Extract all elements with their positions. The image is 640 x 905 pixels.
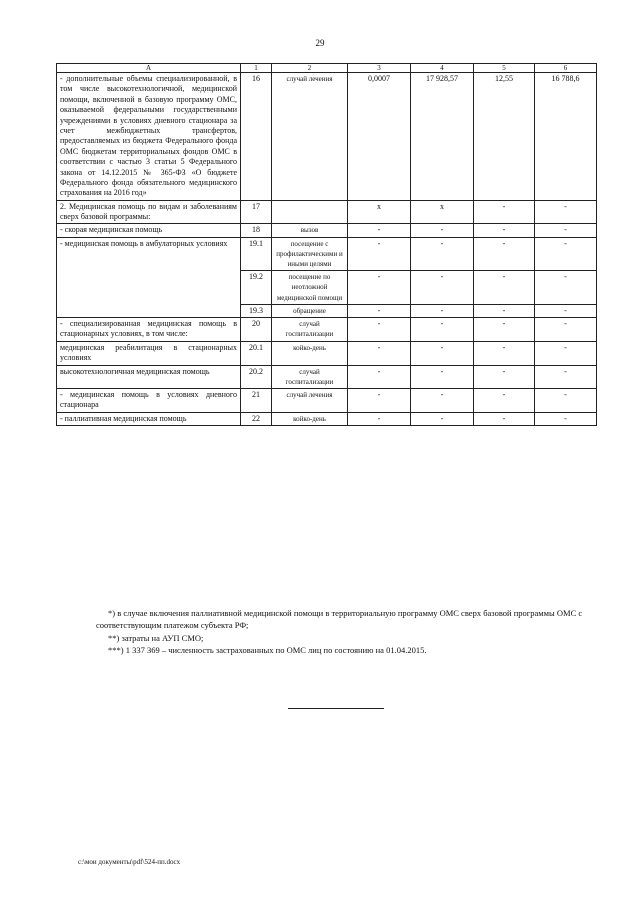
- row-value-6: 16 788,6: [535, 73, 597, 201]
- row-value-6: -: [535, 318, 597, 342]
- row-value-3: -: [348, 237, 411, 270]
- row-value-6: -: [535, 304, 597, 317]
- row-value-3: 0,0007: [348, 73, 411, 201]
- row-value-5: -: [474, 341, 535, 365]
- row-unit: случай госпитализации: [272, 318, 348, 342]
- row-value-6: -: [535, 365, 597, 388]
- table-row: [57, 237, 597, 270]
- header-cell-5: 5: [474, 64, 535, 73]
- row-value-3: -: [348, 318, 411, 342]
- header-cell-4: 4: [411, 64, 474, 73]
- row-description: высокотехнологичная медицинская помощь: [57, 365, 241, 388]
- row-value-4: -: [411, 365, 474, 388]
- row-value-5: -: [474, 237, 535, 270]
- row-description: 2. Медицинская помощь по видам и заболеваниям сверх базовой программы:: [57, 200, 241, 224]
- row-unit: койко-день: [272, 341, 348, 365]
- row-number: 17: [241, 200, 272, 224]
- table-row: [57, 318, 597, 342]
- row-number: 19.2: [241, 271, 272, 304]
- row-value-4: -: [411, 237, 474, 270]
- row-unit: койко-день: [272, 412, 348, 425]
- row-value-5: -: [474, 224, 535, 237]
- row-value-3: -: [348, 304, 411, 317]
- row-value-6: -: [535, 271, 597, 304]
- row-value-4: -: [411, 318, 474, 342]
- header-cell-a: А: [57, 64, 241, 73]
- row-value-5: -: [474, 271, 535, 304]
- row-value-3: -: [348, 388, 411, 412]
- row-number: 20: [241, 318, 272, 342]
- header-cell-6: 6: [535, 64, 597, 73]
- row-value-3: х: [348, 200, 411, 224]
- row-description: - скорая медицинская помощь: [57, 224, 241, 237]
- row-value-5: -: [474, 412, 535, 425]
- header-cell-3: 3: [348, 64, 411, 73]
- row-value-3: -: [348, 271, 411, 304]
- table-row: [57, 224, 597, 237]
- row-description: - паллиативная медицинская помощь: [57, 412, 241, 425]
- table-row: [57, 200, 597, 224]
- row-value-6: -: [535, 388, 597, 412]
- row-value-6: -: [535, 237, 597, 270]
- row-value-5: -: [474, 304, 535, 317]
- table-row: [57, 341, 597, 365]
- footnote: *) в случае включения паллиативной медицинской помощи в территориальную программу ОМС сверх базовой программы ОМС с соответствующим платежом субъекта РФ;: [96, 608, 583, 631]
- row-description: - медицинская помощь в условиях дневного стационара: [57, 388, 241, 412]
- row-value-4: -: [411, 388, 474, 412]
- signature-line: [288, 708, 384, 709]
- footnote: **) затраты на АУП СМО;: [108, 632, 204, 643]
- row-value-5: 12,55: [474, 73, 535, 201]
- header-row: [57, 64, 597, 73]
- row-value-6: -: [535, 200, 597, 224]
- row-unit: случай лечения: [272, 73, 348, 201]
- row-unit: посещение по неотложной медицинской помощи: [272, 271, 348, 304]
- row-unit: посещение с профилактическими и иными целями: [272, 237, 348, 270]
- row-value-3: -: [348, 412, 411, 425]
- row-value-4: -: [411, 412, 474, 425]
- row-value-5: -: [474, 200, 535, 224]
- table-row: [57, 73, 597, 201]
- row-value-4: -: [411, 304, 474, 317]
- row-value-5: -: [474, 365, 535, 388]
- footnote: ***) 1 337 369 – численность застрахованных по ОМС лиц по состоянию на 01.04.2015.: [108, 644, 427, 655]
- row-description: - специализированная медицинская помощь в стационарных условиях, в том числе:: [57, 318, 241, 342]
- row-number: 19.1: [241, 237, 272, 270]
- footnotes: [96, 607, 596, 656]
- row-value-4: х: [411, 200, 474, 224]
- row-description: медицинская реабилитация в стационарных условиях: [57, 341, 241, 365]
- row-description: - медицинская помощь в амбулаторных условиях: [57, 237, 241, 317]
- row-value-5: -: [474, 388, 535, 412]
- row-value-3: -: [348, 365, 411, 388]
- row-description: - дополнительные объемы специализированной, в том числе высокотехнологичной, медицинской помощи, включенной в базовую программу ОМС, оказываемой федеральными государственными учреждениями в условиях дневного стационара за счет межбюджетных трансфертов, предоставляемых из бюджета Федерального фонда ОМС бюджетам территориальных фондов ОМС в соответствии с частью 3 статьи 5 Федерального закона от 14.12.2015 № 365-ФЗ «О бюджете Федерального фонда обязательного медицинского страхования на 2016 год»: [57, 73, 241, 201]
- row-number: 22: [241, 412, 272, 425]
- row-value-3: -: [348, 341, 411, 365]
- row-value-4: -: [411, 341, 474, 365]
- header-cell-2: 2: [272, 64, 348, 73]
- page-number: 29: [315, 38, 325, 48]
- row-value-6: -: [535, 224, 597, 237]
- row-value-5: -: [474, 318, 535, 342]
- row-number: 18: [241, 224, 272, 237]
- row-unit: вызов: [272, 224, 348, 237]
- row-value-6: -: [535, 341, 597, 365]
- table-row: [57, 412, 597, 425]
- row-number: 19.3: [241, 304, 272, 317]
- row-value-4: -: [411, 224, 474, 237]
- file-path: c:\мои документы\pdf\524-пп.docx: [78, 858, 181, 866]
- row-value-6: -: [535, 412, 597, 425]
- row-value-4: -: [411, 271, 474, 304]
- row-number: 20.1: [241, 341, 272, 365]
- header-cell-1: 1: [241, 64, 272, 73]
- row-unit: обращение: [272, 304, 348, 317]
- medical-care-table: [56, 63, 597, 426]
- row-unit: [272, 200, 348, 224]
- row-value-4: 17 928,57: [411, 73, 474, 201]
- table-row: [57, 365, 597, 388]
- row-value-3: -: [348, 224, 411, 237]
- row-number: 16: [241, 73, 272, 201]
- row-unit: случай госпитализации: [272, 365, 348, 388]
- row-number: 21: [241, 388, 272, 412]
- row-number: 20.2: [241, 365, 272, 388]
- table-row: [57, 388, 597, 412]
- row-unit: случай лечения: [272, 388, 348, 412]
